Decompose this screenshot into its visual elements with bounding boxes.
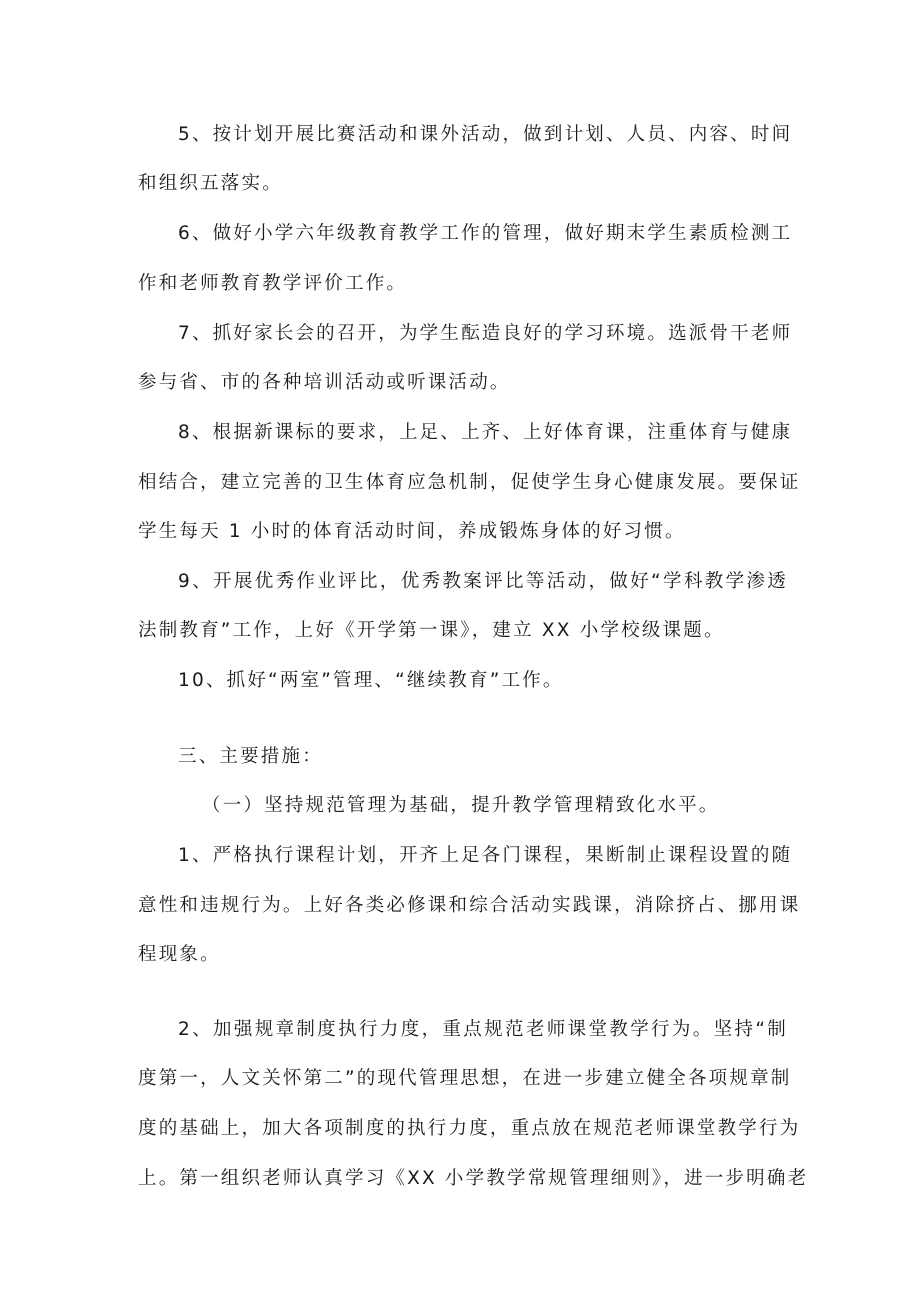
measure-2-line-1: 2、加强规章制度执行力度，重点规范老师课堂教学行为。坚持“制	[178, 1019, 788, 1040]
paragraph-6-line-2: 作和老师教育教学评价工作。	[138, 273, 408, 294]
section-heading: 三、主要措施：	[178, 746, 323, 767]
paragraph-5-line-1: 5、按计划开展比赛活动和课外活动，做到计划、人员、内容、时间	[178, 124, 793, 145]
measure-1-line-3: 程现象。	[138, 944, 221, 965]
paragraph-8-line-3: 学生每天 1 小时的体育活动时间，养成锻炼身体的好习惯。	[138, 521, 686, 542]
measure-2-line-3: 度的基础上，加大各项制度的执行力度，重点放在规范老师课堂教学行为	[138, 1118, 801, 1139]
paragraph-6-line-1: 6、做好小学六年级教育教学工作的管理，做好期末学生素质检测工	[178, 223, 793, 244]
paragraph-7-line-2: 参与省、市的各种培训活动或听课活动。	[138, 372, 511, 393]
paragraph-8-line-2: 相结合，建立完善的卫生体育应急机制，促使学生身心健康发展。要保证	[138, 472, 801, 493]
paragraph-9-line-1: 9、开展优秀作业评比，优秀教案评比等活动，做好“学科教学渗透	[178, 571, 788, 592]
measure-2-line-4: 上。第一组织老师认真学习《XX 小学教学常规管理细则》，进一步明确老	[138, 1168, 809, 1189]
paragraph-9-line-2: 法制教育”工作，上好《开学第一课》，建立 XX 小学校级课题。	[138, 620, 725, 641]
paragraph-8-line-1: 8、根据新课标的要求，上足、上齐、上好体育课，注重体育与健康	[178, 422, 793, 443]
paragraph-7-line-1: 7、抓好家长会的召开，为学生酝造良好的学习环境。选派骨干老师	[178, 323, 793, 344]
paragraph-10-line-1: 10、抓好“两室”管理、“继续教育”工作。	[178, 670, 564, 691]
measure-1-line-2: 意性和违规行为。上好各类必修课和综合活动实践课，消除挤占、挪用课	[138, 895, 801, 916]
measure-2-line-2: 度第一，人文关怀第二”的现代管理思想，在进一步建立健全各项规章制	[138, 1068, 792, 1089]
sub-heading: （一）坚持规范管理为基础，提升教学管理精致化水平。	[202, 795, 720, 816]
paragraph-5-line-2: 和组织五落实。	[138, 173, 283, 194]
measure-1-line-1: 1、严格执行课程计划，开齐上足各门课程，果断制止课程设置的随	[178, 845, 793, 866]
